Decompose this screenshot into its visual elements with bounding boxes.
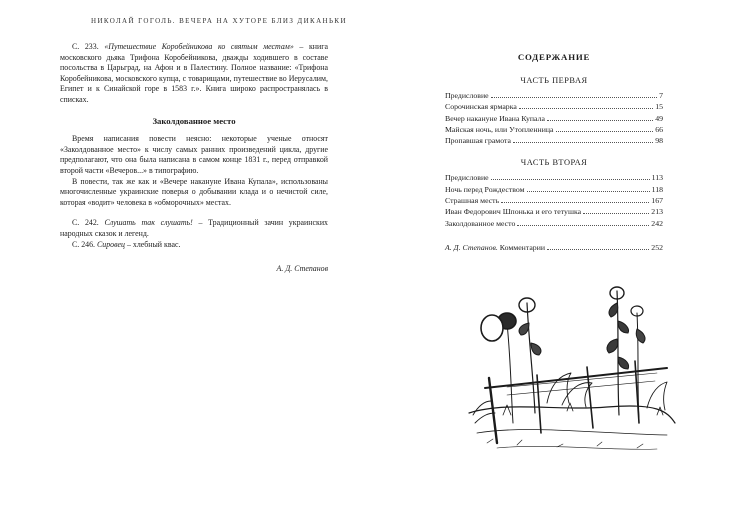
toc-entry-page: 113	[651, 173, 663, 183]
toc-entry-title: Пропавшая грамота	[445, 136, 511, 146]
toc-entry-title: Вечер накануне Ивана Купала	[445, 113, 545, 123]
part-two-heading: ЧАСТЬ ВТОРАЯ	[520, 158, 588, 168]
toc-entry[interactable]	[445, 136, 663, 147]
dot-leader	[583, 213, 649, 214]
table-of-contents	[445, 52, 663, 254]
toc-entry-page: 118	[651, 184, 663, 194]
toc-entry-page: 66	[655, 124, 663, 134]
note-233	[60, 42, 328, 106]
toc-entry-title: Сорочинская ярмарка	[445, 102, 517, 112]
paragraph-2: В повести, так же как и «Вечере накануне Ивана Купала», использованы многочисленные украинские поверья о добывании клада и о нечистой силе, которая «водит» человека в «обморочных» местах.	[60, 176, 328, 207]
toc-entry-title: Иван Федорович Шпонька и его тетушка	[445, 207, 582, 217]
toc-entry-page: 49	[655, 113, 663, 123]
toc-entry-commentary[interactable]	[445, 243, 663, 254]
dot-leader	[547, 120, 653, 121]
toc-entry-page: 98	[655, 136, 663, 146]
toc-entry[interactable]	[445, 102, 663, 113]
spacer	[445, 230, 663, 243]
toc-entry-page: 15	[655, 102, 663, 112]
running-head: НИКОЛАЙ ГОГОЛЬ. ВЕЧЕРА НА ХУТОРЕ БЛИЗ ДИКАНЬКИ	[91, 17, 347, 25]
part-one-list	[445, 91, 663, 147]
section-heading: Заколдованное место	[152, 115, 236, 126]
toc-entry[interactable]	[445, 219, 663, 230]
dot-leader	[491, 179, 650, 180]
note-242-lead: С. 242.	[72, 218, 105, 228]
dot-leader	[556, 131, 654, 132]
toc-entry[interactable]	[445, 91, 663, 102]
toc-entry-title: Предисловие	[445, 91, 489, 100]
dot-leader	[517, 225, 649, 226]
note-246-text: – хлебный квас.	[124, 239, 181, 249]
dot-leader	[527, 191, 650, 192]
toc-entry-title: Заколдованное место	[445, 218, 516, 228]
commentary-author: А. Д. Степанов.	[445, 242, 498, 252]
toc-entry[interactable]	[445, 125, 663, 136]
dot-leader	[491, 97, 658, 98]
toc-entry-title: Ночь перед Рождеством	[445, 184, 525, 194]
toc-entry-title: Майская ночь, или Утопленница	[445, 124, 554, 134]
toc-entry-page: 242	[651, 218, 663, 228]
note-246	[60, 240, 328, 251]
spacer	[60, 208, 328, 218]
toc-entry[interactable]	[445, 196, 663, 207]
part-one-heading: ЧАСТЬ ПЕРВАЯ	[520, 76, 588, 85]
spacer	[60, 106, 328, 116]
toc-entry-title: Страшная месть	[445, 196, 500, 206]
commentary-title: Комментарии	[497, 242, 546, 252]
paragraph-1: Время написания повести неясно: некоторые ученые относят «Заколдованное место» к числу самых ранних произведений цикла, другие предполагают, что она была написана в самом конце 1831 г., перед отправкой второй части «Вечеров...» в типографию.	[60, 134, 328, 175]
toc-entry-page: 7	[659, 91, 663, 100]
spacer	[445, 147, 663, 158]
sunflowers-fence-illustration	[467, 283, 677, 458]
note-233-title: «Путешествие Коробейникова ко святым местам»	[104, 42, 294, 51]
note-242-text: – Традиционный зачин украинских народных сказок и легенд.	[60, 218, 328, 238]
toc-entry-page: 252	[651, 242, 663, 252]
part-two-list	[445, 173, 663, 229]
toc-entry-title	[445, 243, 545, 252]
dot-leader	[501, 202, 649, 203]
toc-entry[interactable]	[445, 114, 663, 125]
toc-entry[interactable]	[445, 185, 663, 196]
dot-leader	[547, 249, 649, 250]
toc-entry-page: 167	[651, 196, 663, 206]
note-242	[60, 218, 328, 239]
toc-entry[interactable]	[445, 207, 663, 218]
toc-title: СОДЕРЖАНИЕ	[517, 52, 591, 62]
signature: А. Д. Степанов	[276, 264, 328, 274]
note-246-lead: С. 246.	[72, 239, 97, 249]
dot-leader	[519, 108, 653, 109]
note-246-italic: Сировец	[97, 239, 125, 249]
note-233-text: – книга московского дьяка Трифона Коробейникова, дважды ходившего в составе посольства в Царьград, на Афон и в Палестину. Полное название: «Трифона Коробейникова, московского купца, с товарищами, путешествие во Иерусалим, Египет и к Синайской горе в 1583 г.». Книга широко распространялась в списках.	[60, 42, 328, 104]
dot-leader	[513, 142, 653, 143]
commentary-notes	[60, 42, 328, 275]
toc-entry[interactable]	[445, 173, 663, 184]
note-242-italic: Слушать так слушать!	[104, 218, 193, 228]
toc-entry-title: Предисловие	[445, 173, 489, 183]
note-233-lead: С. 233.	[72, 42, 105, 51]
toc-entry-page: 213	[651, 207, 663, 217]
